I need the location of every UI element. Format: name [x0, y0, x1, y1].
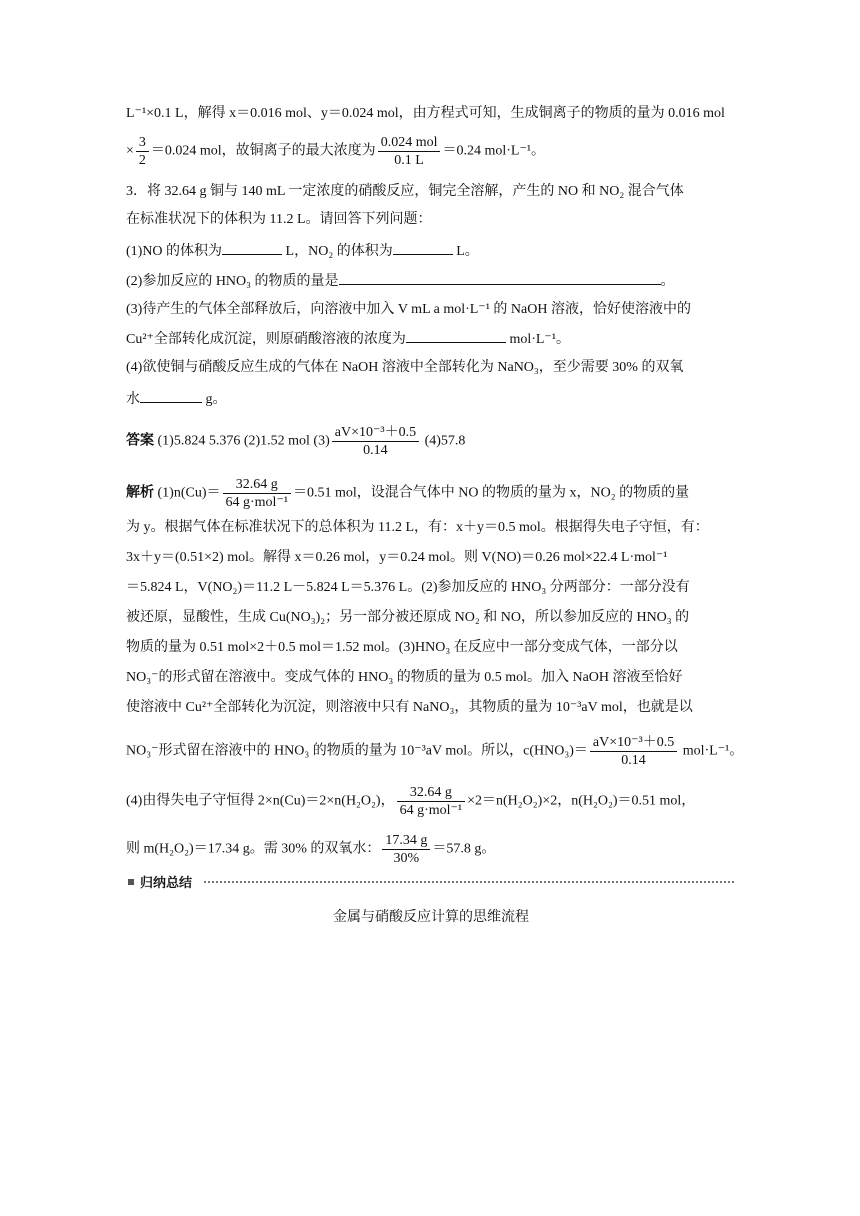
analysis-line-1: 解析 (1)n(Cu)＝ $\frac{32.64 g}{\text{64 g·mol⁻¹}}$ ＝0.51 mol，设混合气体中 NO 的物质的量为 x，NO₂ 的物质的量	[126, 477, 690, 510]
analysis-line-3: 3x＋y＝(0.51×2) mol。解得 x＝0.26 mol，y＝0.24 mol。则 V(NO)＝0.26 mol×22.4 L·mol⁻¹	[126, 550, 668, 565]
analysis-line-5: 被还原，显酸性，生成 Cu(NO₃)₂；另一部分被还原成 NO₂ 和 NO，所以参加反应的 HNO₃ 的	[126, 610, 690, 625]
fraction: $\frac{32.64 g}{\text{64 g·mol⁻¹}}$	[223, 476, 292, 511]
answer-blank	[406, 328, 506, 343]
question-part-3-line-1: (3)待产生的气体全部释放后，向溶液中加入 V mL a mol·L⁻¹ 的 NaOH 溶液，恰好使溶液中的	[126, 302, 691, 317]
question-part-3-line-2: Cu²⁺全部转化成沉淀，则原硝酸溶液的浓度为 mol·L⁻¹。	[126, 328, 570, 350]
summary-heading-bar	[126, 872, 736, 892]
summary-heading: 归纳总结	[140, 876, 193, 891]
fraction: $\frac{3}{2}$	[136, 134, 149, 169]
fraction: $\frac{\text{aV×10⁻³＋0.5}}{0.14}$	[332, 424, 419, 459]
analysis-line-10: (4)由得失电子守恒得 2×n(Cu)＝2×n(H₂O₂)， $\frac{32.64 g}{\text{64 g·mol⁻¹}}$ ×2＝n(H₂O₂)×2，n(H₂O₂)＝0.51 mol，	[126, 785, 696, 818]
dotted-divider	[204, 881, 736, 883]
question-stem-line-1: 3．将 32.64 g 铜与 140 mL 一定浓度的硝酸反应，铜完全溶解，产生的 NO 和 NO₂ 混合气体	[126, 184, 684, 199]
prev-solution-line-2: × $\frac{3}{2}$ ＝0.024 mol，故铜离子的最大浓度为 $\frac{\text{0.024 mol}}{0.1 L}$ ＝0.24 mol·L⁻¹。	[126, 135, 546, 168]
answer-label: 答案	[126, 432, 154, 449]
analysis-label: 解析	[126, 484, 154, 501]
question-part-1: (1)NO 的体积为 L，NO₂ 的体积为 L。	[126, 240, 479, 262]
answer-blank	[222, 240, 282, 255]
analysis-line-11: 则 m(H₂O₂)＝17.34 g。需 30% 的双氧水： $\frac{17.34 g}{30\%}$ ＝57.8 g。	[126, 833, 496, 866]
answer-line: 答案 (1)5.824 5.376 (2)1.52 mol (3) $\frac{\text{aV×10⁻³＋0.5}}{0.14}$ (4)57.8	[126, 425, 466, 458]
analysis-line-7: NO₃⁻的形式留在溶液中。变成气体的 HNO₃ 的物质的量为 0.5 mol。加入 NaOH 溶液至恰好	[126, 670, 683, 685]
square-bullet-icon	[128, 879, 134, 885]
analysis-line-4: ＝5.824 L，V(NO₂)＝11.2 L－5.824 L＝5.376 L。(2)参加反应的 HNO₃ 分两部分：一部分没有	[126, 580, 690, 595]
analysis-line-8: 使溶液中 Cu²⁺全部转化为沉淀，则溶液中只有 NaNO₃，其物质的量为 10⁻³aV mol，也就是以	[126, 700, 693, 715]
fraction: $\frac{\text{0.024 mol}}{0.1 L}$	[378, 134, 441, 169]
answer-blank	[140, 388, 202, 403]
question-part-2: (2)参加反应的 HNO₃ 的物质的量是 。	[126, 270, 675, 292]
fraction: $\frac{32.64 g}{\text{64 g·mol⁻¹}}$	[397, 784, 466, 819]
answer-blank	[339, 270, 661, 285]
question-part-4-line-1: (4)欲使铜与硝酸反应生成的气体在 NaOH 溶液中全部转化为 NaNO₃，至少需要 30% 的双氧	[126, 360, 684, 375]
analysis-line-6: 物质的量为 0.51 mol×2＋0.5 mol＝1.52 mol。(3)HNO₃ 在反应中一部分变成气体，一部分以	[126, 640, 678, 655]
analysis-line-9: NO₃⁻形式留在溶液中的 HNO₃ 的物质的量为 10⁻³aV mol。所以，c(HNO₃)＝ $\frac{\text{aV×10⁻³＋0.5}}{0.14}$ mol·L⁻¹。	[126, 735, 744, 768]
analysis-line-2: 为 y。根据气体在标准状况下的总体积为 11.2 L，有：x＋y＝0.5 mol。根据得失电子守恒，有：	[126, 520, 709, 535]
section-title: 金属与硝酸反应计算的思维流程	[333, 909, 529, 925]
prev-solution-line-1: L⁻¹×0.1 L，解得 x＝0.016 mol、y＝0.024 mol，由方程式可知，生成铜离子的物质的量为 0.016 mol	[126, 106, 725, 121]
answer-blank	[393, 240, 453, 255]
fraction: $\frac{17.34 g}{30\%}$	[382, 832, 430, 867]
question-part-4-line-2: 水 g。	[126, 388, 227, 410]
fraction: $\frac{\text{aV×10⁻³＋0.5}}{0.14}$	[590, 734, 677, 769]
question-stem-line-2: 在标准状况下的体积为 11.2 L。请回答下列问题：	[126, 212, 432, 227]
